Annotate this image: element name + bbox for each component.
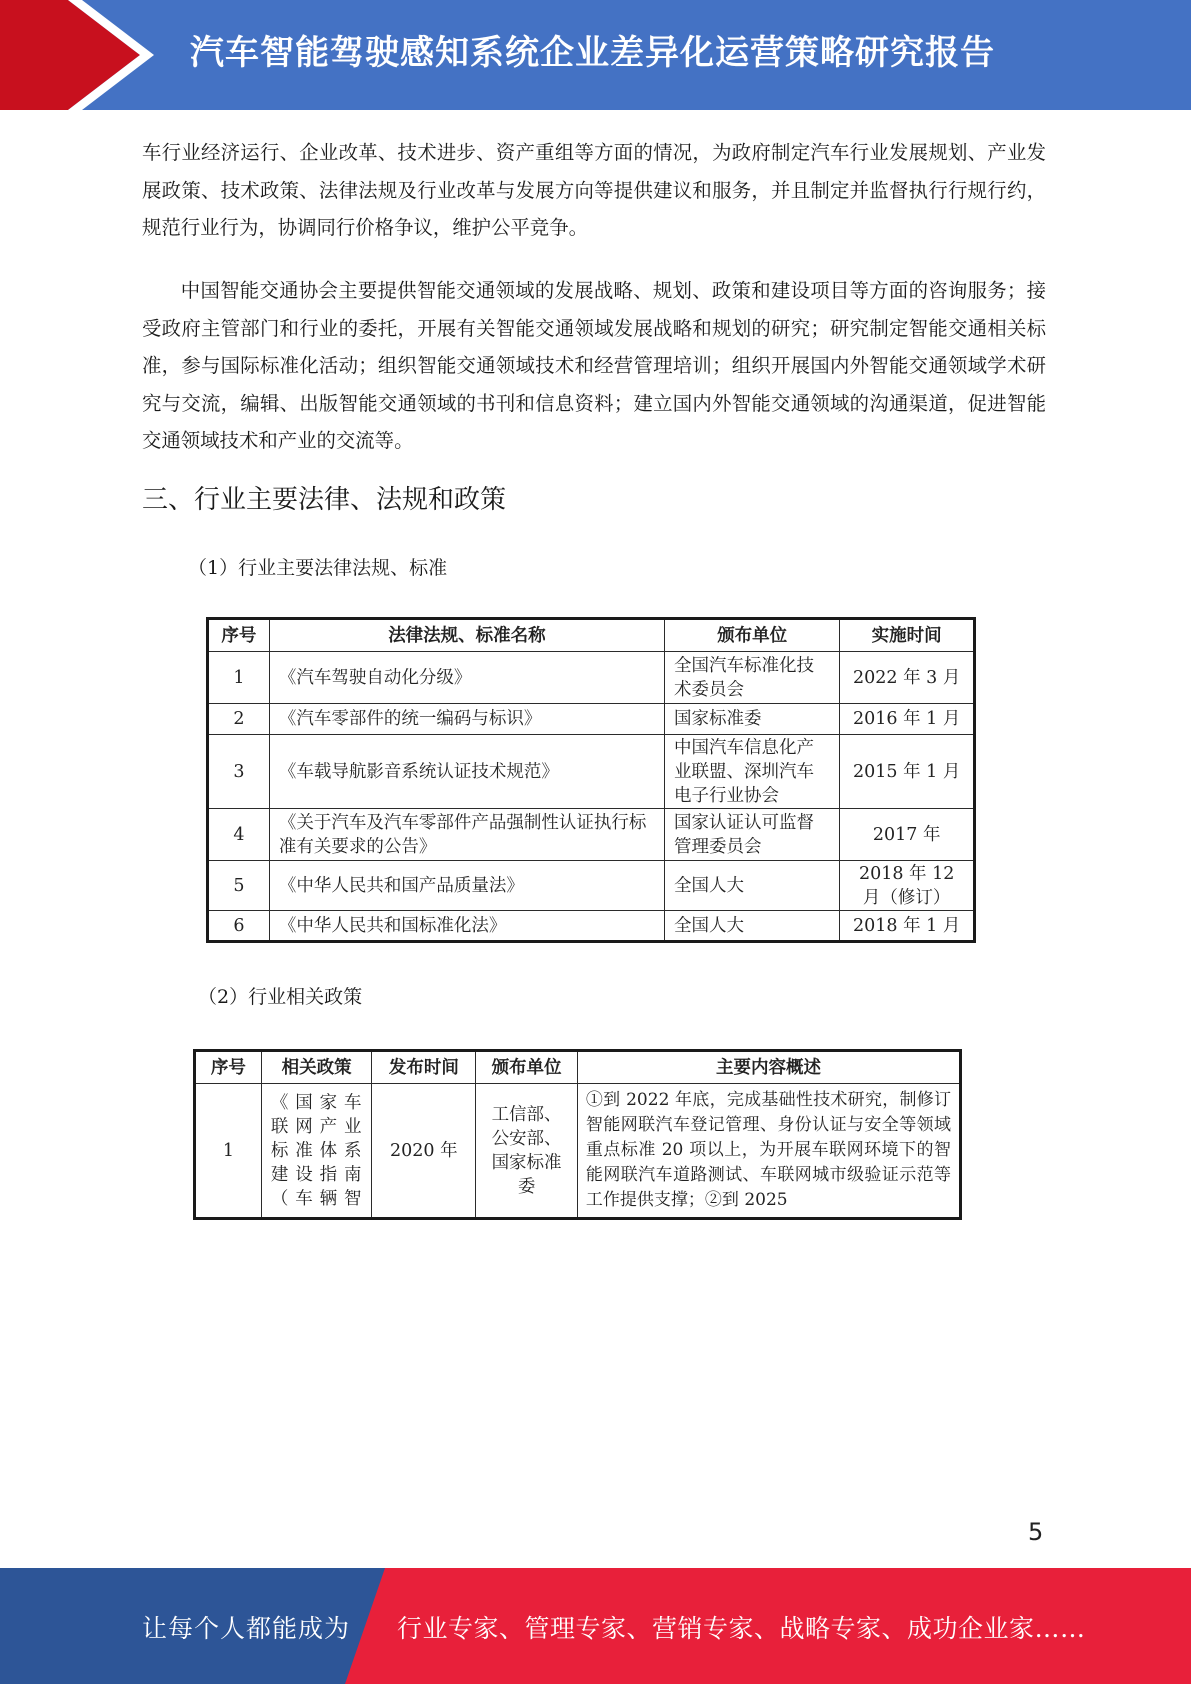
policy-name: 《国家车联网产业标准体系建设指南（车辆智 [261,1084,372,1219]
column-header: 发布时间 [372,1051,476,1084]
row-number: 3 [208,735,270,809]
law-name: 《中华人民共和国产品质量法》 [269,861,664,911]
red-chevron-shape [0,0,160,110]
release-date: 2020 年 [372,1084,476,1219]
footer-slogan-right: 行业专家、管理专家、营销专家、战略专家、成功企业家…… [397,1614,1086,1643]
effective-date: 2015 年 1 月 [840,735,975,809]
report-title: 汽车智能驾驶感知系统企业差异化运营策略研究报告 [190,33,995,73]
issuer: 国家标准委 [665,704,840,735]
effective-date: 2016 年 1 月 [840,704,975,735]
row-number: 2 [208,704,270,735]
paragraph-industry-association: 车行业经济运行、企业改革、技术进步、资产重组等方面的情况，为政府制定汽车行业发展规划、产业发展政策、技术政策、法律法规及行业改革与发展方向等提供建议和服务，并且制定并监督执行行规行约，规范行业行为，协调同行价格争议，维护公平竞争。 [142,141,1046,239]
issuer: 中国汽车信息化产业联盟、深圳汽车电子行业协会 [665,735,840,809]
subheading-laws: （1）行业主要法律法规、标准 [188,557,448,579]
law-name: 《汽车零部件的统一编码与标识》 [269,704,664,735]
table-row [208,735,975,809]
law-name: 《中华人民共和国标准化法》 [269,911,664,942]
row-number: 4 [208,809,270,861]
issuer: 全国人大 [665,911,840,942]
law-name: 《关于汽车及汽车零部件产品强制性认证执行标准有关要求的公告》 [269,809,664,861]
law-name: 《汽车驾驶自动化分级》 [269,652,664,704]
content-summary: ①到 2022 年底，完成基础性技术研究，制修订智能网联汽车登记管理、身份认证与安全等领域重点标准 20 项以上，为开展车联网环境下的智能网联汽车道路测试、车联网城市级验证示范等工作提供支撑；②到 2025 [577,1084,960,1219]
column-header: 主要内容概述 [577,1051,960,1084]
column-header: 颁布单位 [665,619,840,652]
laws-table [206,617,976,943]
row-number: 6 [208,911,270,942]
column-header: 序号 [195,1051,262,1084]
issuer: 国家认证认可监督管理委员会 [665,809,840,861]
effective-date: 2018 年 1 月 [840,911,975,942]
effective-date: 2022 年 3 月 [840,652,975,704]
row-number: 1 [195,1084,262,1219]
table-header-row [195,1051,961,1084]
paragraph-its-association: 中国智能交通协会主要提供智能交通领域的发展战略、规划、政策和建设项目等方面的咨询服务；接受政府主管部门和行业的委托，开展有关智能交通领域发展战略和规划的研究；研究制定智能交通相关标准，参与国际标准化活动；组织智能交通领域技术和经营管理培训；组织开展国内外智能交通领域学术研究与交流，编辑、出版智能交通领域的书刊和信息资料；建立国内外智能交通领域的沟通渠道，促进智能交通领域技术和产业的交流等。 [142,279,1046,452]
row-number: 5 [208,861,270,911]
table-row [208,861,975,911]
table-row [208,704,975,735]
header-banner [0,0,1191,110]
policies-table [193,1049,962,1220]
column-header: 序号 [208,619,270,652]
section-heading: 三、行业主要法律、法规和政策 [142,485,507,515]
page-number: 5 [1028,1518,1044,1546]
table-row [208,809,975,861]
law-name: 《车载导航影音系统认证技术规范》 [269,735,664,809]
table-row [195,1084,961,1219]
issuer: 全国人大 [665,861,840,911]
effective-date: 2017 年 [840,809,975,861]
row-number: 1 [208,652,270,704]
issuer: 全国汽车标准化技术委员会 [665,652,840,704]
footer-banner [0,1568,1191,1684]
effective-date: 2018 年 12 月（修订） [840,861,975,911]
column-header: 颁布单位 [476,1051,578,1084]
column-header: 法律法规、标准名称 [269,619,664,652]
column-header: 相关政策 [261,1051,372,1084]
footer-slogan-left: 让每个人都能成为 [142,1614,351,1643]
subheading-policies: （2）行业相关政策 [198,986,363,1008]
table-row [208,911,975,942]
column-header: 实施时间 [840,619,975,652]
table-row [208,652,975,704]
issuer: 工信部、公安部、国家标准委 [476,1084,578,1219]
table-header-row [208,619,975,652]
